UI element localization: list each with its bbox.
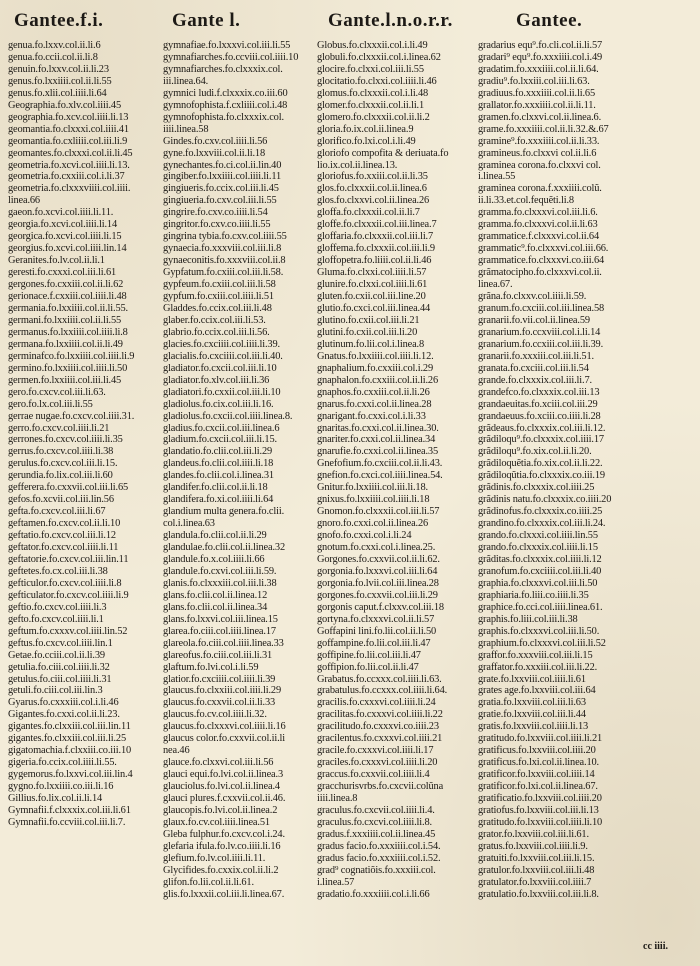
index-entry: germino.fo.lxxiiii.col.iiii.li.50	[8, 362, 128, 374]
index-entry: Gnitur.fo.lxxiiii.col.iii.li.18.	[317, 482, 428, 494]
index-entry: glandium multa genera.fo.clii.	[163, 506, 285, 518]
index-entry: gloffe.fo.clxxxii.col.iii.linea.7	[317, 219, 437, 231]
index-entry: gloffema.fo.clxxxii.col.iii.li.9	[317, 243, 435, 255]
index-entry: germani.fo.lxxiiii.col.ii.li.55	[8, 314, 122, 326]
index-entry: graffor.fo.xxxviii.col.iii.li.15	[478, 649, 593, 661]
index-entry: Globus.fo.clxxxii.col.i.li.49	[317, 40, 428, 51]
index-entry: gigantes.fo.clxxiii.col.iii.lin.11	[8, 721, 131, 733]
index-entry: graccus.fo.cxxvii.col.iiii.li.4	[317, 769, 430, 781]
index-entry: Gnefofium.fo.cxciii.col.ii.li.43.	[317, 458, 443, 470]
index-entry: glocitatio.fo.clxxi.col.iiii.li.46	[317, 75, 437, 87]
index-entry: glutinum.fo.lii.col.i.linea.8	[317, 338, 425, 350]
index-entry: grator.fo.lxxviii.col.iii.li.61.	[478, 828, 589, 840]
index-entry: gratulor.fo.lxxviii.col.iii.li.48	[478, 864, 595, 876]
index-entry: gratis.fo.lxxviii.col.iiii.li.13	[478, 721, 589, 733]
index-entry: geftum.fo.cxxxv.col.iiii.lin.52	[8, 625, 128, 637]
index-entry: granarium.fo.ccxviii.col.i.li.14	[478, 326, 601, 338]
index-entry: graminea corona.f.xxxiiii.colũ.	[478, 183, 602, 195]
index-entry: Gindes.fo.cxv.col.iiii.li.56	[163, 135, 268, 147]
index-entry: geometria.fo.xcvi.col.iiii.li.13.	[8, 159, 130, 171]
index-entry: gracilitudo.fo.cxxxvi.co.iiii.23	[317, 721, 439, 733]
index-entry: gnaphalon.fo.cxxiii.col.ii.li.26	[317, 374, 439, 386]
index-entry: gynaecia.fo.xxxviii.col.iii.li.8	[163, 243, 282, 255]
index-entry: gigatomachia.f.clxxiii.co.iii.10	[8, 745, 132, 757]
index-entry: i.linea.55	[478, 171, 516, 183]
index-entry: glaucus color.fo.cxxvii.col.ii.li	[163, 733, 286, 745]
index-entry: gradatim.fo.xxxiiii.col.ii.li.64.	[478, 63, 599, 75]
index-entry: Gleba fulphur.fo.cxcv.col.i.24.	[163, 828, 285, 840]
index-entry: gloffopetra.fo.liiii.col.ii.li.46	[317, 255, 432, 267]
index-entry: grãdiloquẽtia.fo.xix.col.ii.li.22.	[478, 458, 603, 470]
index-entry: gloffa.fo.clxxxii.col.ii.li.7	[317, 207, 420, 219]
index-entry: gladiolus.fo.cxcii.col.iiii.linea.8.	[163, 410, 293, 422]
index-entry: goffampine.fo.lii.col.iii.li.47	[317, 637, 431, 649]
index-entry: glandes.fo.clii.col.i.linea.31	[163, 470, 274, 482]
index-entry: grãditas.fo.clxxxix.col.iiii.li.12	[478, 553, 602, 565]
index-entry: gramineus.fo.clxxvi col.ii.li.6	[478, 147, 597, 159]
index-entry: geftator.fo.cxcv.col.iiii.li.11	[8, 542, 119, 554]
index-entry: gorgonia.fo.lvii.col.iii.linea.28	[317, 577, 439, 589]
index-entry: glaucus.fo.clxxiii.col.iiii.li.29	[163, 685, 281, 697]
index-entry: glandula.fo.clii.col.ii.li.29	[163, 530, 267, 542]
index-entry: grabatulus.fo.ccxxx.col.iiii.li.64.	[317, 685, 448, 697]
index-entry: gaeon.fo.xcvi.col.iiii.li.11.	[8, 207, 114, 219]
index-entry: geftio.fo.cxcv.col.iiii.li.3	[8, 601, 107, 613]
index-entry: gnaphalium.fo.cxxiii.col.i.29	[317, 362, 433, 374]
index-entry: grandefco.fo.clxxxix.col.iii.13	[478, 386, 600, 398]
index-entry: gracile.fo.cxxxvi.col.iiii.li.17	[317, 745, 434, 757]
index-entry: gymnofophista.fo.clxxxix.col.	[163, 111, 284, 123]
index-entry: gerrus.fo.cxcv.col.iiii.li.38	[8, 446, 114, 458]
index-entry: granofum.fo.cxciiii.col.iii.li.40	[478, 565, 602, 577]
index-entry: Geographia.fo.xlv.col.iiii.45	[8, 99, 121, 111]
index-entry: glans.fo.lxxvi.col.iii.linea.15	[163, 613, 278, 625]
index-entry: germanus.fo.lxxiiii.col.iiii.li.8	[8, 326, 128, 338]
running-headers	[0, 10, 700, 36]
index-entry: iii.linea.64.	[163, 75, 209, 87]
index-entry: glaux.fo.cv.col.iiii.linea.51	[163, 816, 270, 828]
index-entry: gnaphos.fo.cxxiii.col.ii.li.26	[317, 386, 430, 398]
index-entry: gracilis.fo.cxxxvi.col.iiii.li.24	[317, 697, 436, 709]
index-entry: gloffaria.fo.clxxxii.col.iii.li.7	[317, 231, 434, 243]
index-entry: glarea.fo.ciii.col.iiii.linea.17	[163, 625, 276, 637]
index-entry: gefticulor.fo.cxcv.col.iiii.li.8	[8, 577, 122, 589]
index-entry: Gypfatum.fo.cxiii.col.iii.li.58.	[163, 267, 284, 279]
index-entry: gradari⁹ equ⁹.fo.xxxiiii.col.i.49	[478, 51, 603, 63]
index-entry: gracilitas.fo.cxxxvi.col.iiii.li.22	[317, 709, 443, 721]
index-entry: iiii.linea.8	[317, 793, 358, 805]
index-entry: geomantes.fo.clxxxi.col.ii.li.45	[8, 147, 133, 159]
index-entry: grammatice.f.clxxxvi.col.ii.64	[478, 231, 600, 243]
index-entry: glaucus.fo.cxxvii.col.ii.li.33	[163, 697, 276, 709]
index-entry: gingiber.fo.lxxiiii.col.iiii.li.11	[163, 171, 282, 183]
index-entry: Glycifides.fo.cxxix.col.ii.li.2	[163, 864, 279, 876]
index-entry: glorifico.fo.lxi.col.i.li.49	[317, 135, 416, 147]
index-entry: gergones.fo.cxxiii.col.ii.li.62	[8, 279, 124, 291]
index-entry: glacies.fo.cxciiii.col.iiii.li.39.	[163, 338, 280, 350]
index-entry: glaucus.fo.clxxxvi.col.iiii.li.16	[163, 721, 286, 733]
index-entry: gloriofus.fo.xxiii.col.ii.li.35	[317, 171, 428, 183]
index-entry: grandaeuus.fo.xciii.co.iiii.li.28	[478, 410, 601, 422]
index-entry: grãdiloqu⁹.fo.clxxxix.col.iiii.17	[478, 434, 604, 446]
index-entry: glaucopis.fo.lvi.col.ii.linea.2	[163, 805, 278, 816]
index-entry: goffipine.fo.lii.col.iii.li.47	[317, 649, 421, 661]
index-entry: gerrones.fo.cxcv.col.iiii.li.35	[8, 434, 123, 446]
index-entry: Geranites.fo.lv.col.ii.li.1	[8, 255, 105, 267]
index-entry: gladiator.fo.cxcii.col.iii.li.10	[163, 362, 277, 374]
index-entry: glos.fo.clxxvi.col.ii.linea.26	[317, 195, 430, 207]
index-entry: gyne.fo.lxxviii.col.ii.li.18	[163, 147, 266, 159]
page-signature: cc iiii.	[643, 941, 668, 952]
index-entry: grãdiloqu⁹.fo.xix.col.ii.li.20.	[478, 446, 592, 458]
index-entry: glareola.fo.ciii.col.iiii.linea.33	[163, 637, 284, 649]
index-entry: Gyarus.fo.cxxxiii.col.i.li.46	[8, 697, 119, 709]
index-entry: gorgones.fo.cxxvii.col.iii.li.29	[317, 589, 438, 601]
index-entry: Gluma.fo.clxxi.col.iiii.li.57	[317, 267, 427, 279]
index-entry: glareofus.fo.ciii.col.iii.li.31	[163, 649, 273, 661]
index-entry: gramen.fo.clxxvi.col.ii.linea.6.	[478, 111, 602, 123]
index-entry: graphium.fo.clxxxvi.col.iii.li.52	[478, 637, 606, 649]
index-entry: germana.fo.lxxiiii.col.ii.li.49	[8, 338, 123, 350]
index-entry: genua.fo.ccii.col.ii.li.8	[8, 51, 98, 63]
index-entry: glaber.fo.ccix.col.iii.li.53.	[163, 314, 266, 326]
index-entry: globuli.fo.clxxxii.col.i.linea.62	[317, 51, 441, 63]
index-entry: geresti.fo.cxxxi.col.iii.li.61	[8, 267, 117, 279]
index-entry: granata.fo.cxciii.col.iii.li.54	[478, 362, 589, 374]
index-entry: geomantia.fo.cxliiii.col.iii.li.9	[8, 135, 128, 147]
index-entry: gingritor.fo.cxv.co.iiii.li.55	[163, 219, 271, 231]
index-entry: gnarufie.fo.cxxi.col.ii.linea.35	[317, 446, 438, 458]
index-entry: gerionace.f.cxxiii.col.iiii.li.48	[8, 291, 127, 303]
index-entry: graphiaria.fo.liii.co.iiii.li.35	[478, 589, 589, 601]
index-entry: glunire.fo.clxxi.col.iiii.li.61	[317, 279, 428, 291]
index-entry: grad⁹ cognatiõis.fo.xxxiii.col.	[317, 864, 436, 876]
index-entry: glauci plures.f.cxxvii.col.ii.46.	[163, 793, 286, 805]
index-entry: grande.fo.clxxxix.col.iii.li.7.	[478, 374, 592, 386]
index-entry: graculus.fo.cxcvii.col.iiii.li.4.	[317, 805, 435, 816]
index-entry: gingrina tybia.fo.cxv.col.iiii.55	[163, 231, 287, 243]
index-entry: goffipion.fo.lii.col.ii.li.47	[317, 661, 419, 673]
index-entry: gratia.fo.lxxviii.col.iii.li.63	[478, 697, 586, 709]
index-entry: gnixus.fo.lxxiiii.col.iiii.li.18	[317, 494, 430, 506]
index-entry: graphis.fo.liii.col.iii.li.38	[478, 613, 578, 625]
index-entry: gratulator.fo.lxxviii.col.iiii.7	[478, 876, 592, 888]
index-entry: gynechantes.fo.ci.col.ii.lin.40	[163, 159, 282, 171]
index-entry: gorgonia.fo.lxxxvi.col.iii.li.64	[317, 565, 438, 577]
index-entry: gratulatio.fo.lxxviii.col.iii.li.8.	[478, 888, 599, 900]
index-entry: Gymnafii.fo.ccviii.col.iii.li.7.	[8, 816, 126, 828]
index-entry: gradiu⁹.fo.lxxiii.col.iii.li.63.	[478, 75, 590, 87]
index-entry: glos.fo.clxxxii.col.ii.linea.6	[317, 183, 427, 195]
index-entry: geftatio.fo.cxcv.col.iii.li.12	[8, 530, 116, 542]
index-entry: gymnafiarches.fo.clxxxix.col.	[163, 63, 283, 75]
index-entry: gortyna.fo.clxxxvi.col.ii.li.57	[317, 613, 435, 625]
index-entry: gingiueria.fo.cxv.col.iii.li.55	[163, 195, 277, 207]
index-entry: gratificor.fo.lxi.col.ii.linea.67.	[478, 781, 598, 793]
index-entry: gymnafiae.fo.lxxxvi.col.iii.li.55	[163, 40, 291, 51]
index-entry: gratificus.fo.lxi.col.ii.linea.10.	[478, 757, 599, 769]
index-entry: grammatice.fo.clxxxvi.co.iii.64	[478, 255, 605, 267]
index-entry: glefaria ifula.fo.lv.co.iiii.li.16	[163, 840, 281, 852]
index-entry: glanis.fo.clxxxiii.col.iii.li.38	[163, 577, 277, 589]
index-entry: gratitudo.fo.lxxviii.col.iiii.li.21	[478, 733, 603, 745]
index-entry: Gorgones.fo.cxxvii.col.ii.li.62.	[317, 553, 440, 565]
index-entry: genuin.fo.lxxv.col.ii.li.23	[8, 63, 109, 75]
index-entry: germen.fo.lxxiiii.col.iii.li.45	[8, 374, 122, 386]
column-header-3: Gante.l.n.o.r.r.	[328, 10, 453, 31]
index-entry: gluten.fo.cxii.col.iii.line.20	[317, 291, 426, 303]
index-entry: geftetes.fo.cx.col.iii.li.38	[8, 565, 108, 577]
index-entry: gratie.fo.lxxviii.col.iii.li.44	[478, 709, 586, 721]
index-entry: gefferera.fo.cxxvii.col.iii.li.65	[8, 482, 129, 494]
index-entry: gradiuus.fo.xxxiiii.col.ii.li.65	[478, 87, 595, 99]
index-entry: gingrire.fo.cxv.co.iiii.li.54	[163, 207, 268, 219]
index-entry: i.linea.57	[317, 876, 355, 888]
index-entry: georgica.fo.xcvi.col.iiii.li.15	[8, 231, 122, 243]
index-entry: glandeus.fo.clii.col.iiii.li.18	[163, 458, 274, 470]
index-entry: iiii.linea.58	[163, 123, 209, 135]
index-entry: gnarigant.fo.cxxi.col.i.li.33	[317, 410, 426, 422]
index-entry: grates age.fo.lxxviii.col.iii.64	[478, 685, 596, 697]
column-header-2: Gante l.	[172, 10, 241, 31]
index-entry: gladiolus.fo.cix.col.iii.li.16.	[163, 398, 274, 410]
index-entry: gorgonis caput.f.clxxv.col.iii.18	[317, 601, 444, 613]
index-entry: grandino.fo.clxxxix.col.iii.li.24.	[478, 518, 606, 530]
index-entry: gefta.fo.cxcv.col.iii.li.67	[8, 506, 106, 518]
index-entry: graphia.fo.clxxxvi.col.iii.li.50	[478, 577, 598, 589]
index-column-1	[8, 40, 160, 960]
index-entry: glandifer.fo.clii.col.ii.li.18	[163, 482, 268, 494]
index-entry: glaftum.fo.lvi.col.i.li.59	[163, 661, 259, 673]
index-entry: gloriofo compofita & deriuata.fo	[317, 147, 449, 159]
index-entry: glutio.fo.cxci.col.iii.linea.44	[317, 302, 431, 314]
index-entry: gero.fo.cxcv.col.iii.li.63.	[8, 386, 106, 398]
index-entry: geftamen.fo.cxcv.col.ii.li.10	[8, 518, 121, 530]
index-entry: geftus.fo.cxcv.col.iiii.lin.1	[8, 637, 113, 649]
index-entry: grãdiloqũtia.fo.clxxxix.co.iii.19	[478, 470, 605, 482]
index-entry: graculus.fo.cxcvi.col.iiii.li.8.	[317, 816, 432, 828]
index-entry: granarii.fo.xxxiii.col.iii.li.51.	[478, 350, 594, 362]
index-entry: gradatio.fo.xxxiiii.col.i.li.66	[317, 888, 430, 900]
index-entry: grandaeuitas.fo.xciii.col.iii.29	[478, 398, 598, 410]
index-entry: glifon.fo.lii.col.ii.li.61.	[163, 876, 254, 888]
index-entry: gygno.fo.lxxiiii.co.iii.li.16	[8, 781, 114, 793]
index-entry: Gymnafii.f.clxxxix.col.iii.li.61	[8, 805, 131, 816]
index-entry: gefticulator.fo.cxcv.col.iiii.li.9	[8, 589, 129, 601]
index-entry: getulus.fo.ciii.col.iiii.li.31	[8, 673, 112, 685]
index-entry: glefium.fo.lv.col.iiii.li.11.	[163, 852, 266, 864]
index-entry: gnariter.fo.cxxi.col.ii.linea.34	[317, 434, 436, 446]
index-entry: geometria.fo.clxxxviiii.col.iiii.	[8, 183, 131, 195]
index-entry: Gnomon.fo.clxxxii.col.iii.li.57	[317, 506, 440, 518]
index-entry: getulia.fo.ciii.col.iiii.li.32	[8, 661, 110, 673]
index-entry: gramma.fo.clxxxvi.col.ii.li.63	[478, 219, 598, 231]
index-entry: glaucus.fo.cv.col.iiii.li.32.	[163, 709, 267, 721]
index-entry: glomus.fo.clxxxii.col.i.li.48	[317, 87, 429, 99]
index-entry: glabrio.fo.ccix.col.iii.li.56.	[163, 326, 270, 338]
index-entry: Goffapini lini.fo.lii.col.ii.li.50	[317, 625, 437, 637]
index-entry: gefto.fo.cxcv.col.iiii.li.1	[8, 613, 104, 625]
index-entry: gratitudo.fo.lxxviii.col.iiii.li.10	[478, 816, 603, 828]
index-entry: gigeria.fo.ccix.col.iiii.li.55.	[8, 757, 117, 769]
index-entry: genus.fo.lxxiiii.col.ii.li.55	[8, 75, 112, 87]
index-entry: gerro.fo.cxcv.col.iiii.li.21	[8, 422, 110, 434]
index-entry: glauciolus.fo.lvi.col.ii.linea.4	[163, 781, 280, 793]
index-entry: gnofo.fo.cxxi.col.i.li.24	[317, 530, 412, 542]
index-entry: ii.li.33.et.col.fequẽti.li.8	[478, 195, 574, 207]
index-entry: gefos.fo.xcvii.col.iii.lin.56	[8, 494, 114, 506]
index-entry: geographia.fo.xcv.col.iiii.li.13	[8, 111, 129, 123]
index-entry: gratuiti.fo.lxxviii.col.iii.li.15.	[478, 852, 595, 864]
column-header-4: Gantee.	[516, 10, 583, 31]
index-entry: gnefion.fo.cxci.col.iiii.linea.54.	[317, 470, 443, 482]
index-entry: genua.fo.lxxv.col.ii.li.6	[8, 40, 101, 51]
index-entry: grame.fo.xxxiiii.col.ii.li.32.&.67	[478, 123, 609, 135]
index-entry: graffator.fo.xxxiii.col.iii.li.22.	[478, 661, 598, 673]
index-entry: gero.fo.lx.col.iii.li.55	[8, 398, 93, 410]
index-entry: gradus facio.fo.xxxiiii.col.i.54.	[317, 840, 441, 852]
index-entry: gnarus.fo.cxxi.col.ii.linea.28	[317, 398, 432, 410]
index-entry: gerrae nugae.fo.cxcv.col.iiii.31.	[8, 410, 135, 422]
index-entry: nea.46	[163, 745, 190, 757]
index-column-2	[163, 40, 313, 960]
index-entry: gynaeconitis.fo.xxxviii.col.ii.8	[163, 255, 286, 267]
index-entry: graminea corona.fo.clxxvi col.	[478, 159, 601, 171]
index-entry: gradarius equ⁹.fo.cli.col.ii.li.57	[478, 40, 603, 51]
index-entry: gratificatio.fo.lxxviii.col.iiii.20	[478, 793, 602, 805]
index-entry: Grabatus.fo.ccxxx.col.iiii.li.63.	[317, 673, 442, 685]
index-column-4	[478, 40, 693, 960]
index-entry: grãna.fo.clxxv.col.iiii.li.59.	[478, 291, 587, 303]
index-entry: geftatorie.fo.cxcv.col.iii.lin.11	[8, 553, 129, 565]
index-entry: germania.fo.lxxiiii.col.ii.li.55.	[8, 302, 129, 314]
index-entry: lio.ix.col.ii.linea.13.	[317, 159, 398, 171]
index-entry: gratificor.fo.lxxviii.col.iiii.14	[478, 769, 595, 781]
index-entry: gradus facio.fo.xxxiiii.col.i.52.	[317, 852, 441, 864]
index-entry: gnotum.fo.cxxi.col.i.linea.25.	[317, 542, 436, 554]
index-entry: glandifera.fo.xi.col.iiii.li.64	[163, 494, 274, 506]
index-entry: grando.fo.clxxxix.col.iiii.li.15	[478, 542, 598, 554]
index-entry: glandatio.fo.clii.col.iii.li.29	[163, 446, 273, 458]
index-entry: glatior.fo.cxciiii.col.iiii.li.39	[163, 673, 276, 685]
index-entry: grammatic⁹.fo.clxxxvi.col.iii.66.	[478, 243, 609, 255]
index-entry: gymnici ludi.f.clxxxix.co.iii.60	[163, 87, 288, 99]
index-entry: gracilentus.fo.cxxxvi.col.iiii.21	[317, 733, 443, 745]
index-entry: gratus.fo.lxxviii.col.iiii.li.9.	[478, 840, 588, 852]
index-entry: col.i.linea.63	[163, 518, 215, 530]
index-entry: gingiueris.fo.ccix.col.iii.li.45	[163, 183, 279, 195]
index-entry: gypfum.fo.cxiii.col.iiii.li.51	[163, 291, 274, 303]
index-entry: glis.fo.lxxxii.col.iii.li.linea.67.	[163, 888, 285, 900]
index-entry: gratiofus.fo.lxxviii.col.iii.li.13	[478, 805, 599, 816]
index-entry: gnoro.fo.cxxi.col.ii.linea.26	[317, 518, 429, 530]
index-entry: georgia.fo.xcvi.col.iiii.li.14	[8, 219, 118, 231]
index-entry: gloria.fo.ix.col.ii.linea.9	[317, 123, 414, 135]
index-entry: gerundia.fo.lix.col.iii.li.60	[8, 470, 113, 482]
index-entry: grãdeaus.fo.clxxxix.col.iii.li.12.	[478, 422, 606, 434]
index-entry: grallator.fo.xxxiiii.col.ii.li.11.	[478, 99, 596, 111]
index-entry: glocire.fo.clxxi.col.iii.li.55	[317, 63, 424, 75]
index-entry: gladium.fo.cxcii.col.iii.li.15.	[163, 434, 277, 446]
index-entry: gymnofophista.f.cxliiii.col.i.48	[163, 99, 288, 111]
index-entry: granum.fo.cxciii.col.iii.linea.58	[478, 302, 605, 314]
index-entry: gerulus.fo.cxcv.col.iii.li.15.	[8, 458, 118, 470]
index-entry: glutino.fo.cxii.col.iii.li.21	[317, 314, 420, 326]
index-entry: glans.fo.clii.col.ii.linea.34	[163, 601, 268, 613]
index-entry: germinafco.fo.lxxiiii.col.iiii.li.9	[8, 350, 135, 362]
index-entry: grate.fo.lxxviii.col.iiii.li.61	[478, 673, 586, 685]
index-entry: graciles.fo.cxxxvi.col.iiii.li.20	[317, 757, 438, 769]
index-entry: georgius.fo.xcvi.col.iiii.lin.14	[8, 243, 127, 255]
index-entry: grãdinis.fo.clxxxix.col.iiii.25	[478, 482, 595, 494]
index-entry: glutini.fo.cxii.col.iii.li.20	[317, 326, 418, 338]
index-entry: Gnatus.fo.lxxiiii.col.iiii.li.12.	[317, 350, 434, 362]
index-entry: Getae.fo.cciii.col.ii.li.39	[8, 649, 105, 661]
index-entry: gracchurisvrbs.fo.cxcvii.colũna	[317, 781, 444, 793]
index-entry: glandule.fo.x.col.iiii.li.66	[163, 553, 265, 565]
index-entry: getuli.fo.ciii.col.iii.lin.3	[8, 685, 103, 697]
index-entry: gratificus.fo.lxxviii.col.iiii.20	[478, 745, 596, 757]
index-entry: graphis.fo.clxxxvi.col.iii.li.50.	[478, 625, 600, 637]
index-entry: gramine⁹.fo.xxxiiii.col.ii.li.33.	[478, 135, 600, 147]
index-entry: genus.fo.xlii.col.iiii.li.64	[8, 87, 107, 99]
column-header-1: Gantee.f.i.	[14, 10, 104, 31]
index-entry: glandule.fo.cxvi.col.iii.li.59.	[163, 565, 277, 577]
index-entry: grando.fo.clxxxi.col.iiii.lin.55	[478, 530, 598, 542]
index-entry: gymnafiarches.fo.ccviii.col.iiii.10	[163, 51, 299, 63]
index-entry: gladiator.fo.xlv.col.iii.li.36	[163, 374, 270, 386]
index-entry: gradus.f.xxxiiii.col.ii.linea.45	[317, 828, 436, 840]
index-entry: Gillius.fo.lix.col.ii.li.14	[8, 793, 103, 805]
index-entry: geometria.fo.cxxiii.col.i.li.37	[8, 171, 125, 183]
index-entry: glacialis.fo.cxciiii.col.iii.li.40.	[163, 350, 283, 362]
index-entry: gramma.fo.clxxxvi.col.iii.li.6.	[478, 207, 598, 219]
index-entry: linea.67.	[478, 279, 513, 291]
index-entry: gladiatori.fo.cxxii.col.iii.li.10	[163, 386, 281, 398]
index-entry: grãdinis natu.fo.clxxxix.co.iiii.20	[478, 494, 612, 506]
index-entry: glauce.fo.clxxvi.col.iii.li.56	[163, 757, 274, 769]
index-entry: glandulae.fo.clii.col.ii.linea.32	[163, 542, 286, 554]
index-entry: grãdinofus.fo.clxxxix.co.iiii.25	[478, 506, 603, 518]
index-entry: grãmatocipho.fo.clxxxvi.col.ii.	[478, 267, 602, 279]
index-entry: gypfeum.fo.cxiii.col.iii.li.58	[163, 279, 276, 291]
index-entry: linea.66	[8, 195, 40, 207]
index-entry: graphice.fo.cci.col.iiii.linea.61.	[478, 601, 603, 613]
index-entry: Gigantes.fo.cxxi.col.ii.li.23.	[8, 709, 120, 721]
index-entry: gnaritas.fo.cxxi.col.ii.linea.30.	[317, 422, 439, 434]
index-entry: glans.fo.clii.col.ii.linea.12	[163, 589, 268, 601]
index-entry: gygemorus.fo.lxxvi.col.iii.lin.4	[8, 769, 133, 781]
index-column-3	[317, 40, 475, 960]
index-entry: gigantes.fo.clxxiii.col.iii.li.25	[8, 733, 126, 745]
index-entry: Gladdes.fo.ccix.col.iii.li.48	[163, 302, 272, 314]
index-entry: gladius.fo.cxcii.col.iii.linea.6	[163, 422, 280, 434]
index-entry: glomero.fo.clxxxii.col.ii.li.2	[317, 111, 430, 123]
index-entry: granarium.fo.ccxiii.col.iii.li.39.	[478, 338, 604, 350]
index-entry: glomer.fo.clxxxii.col.ii.li.1	[317, 99, 425, 111]
index-entry: granarii.fo.vii.col.ii.linea.59	[478, 314, 590, 326]
index-entry: glauci equi.fo.lvi.col.ii.linea.3	[163, 769, 283, 781]
index-entry: geomantia.fo.clxxxi.col.iiii.41	[8, 123, 129, 135]
